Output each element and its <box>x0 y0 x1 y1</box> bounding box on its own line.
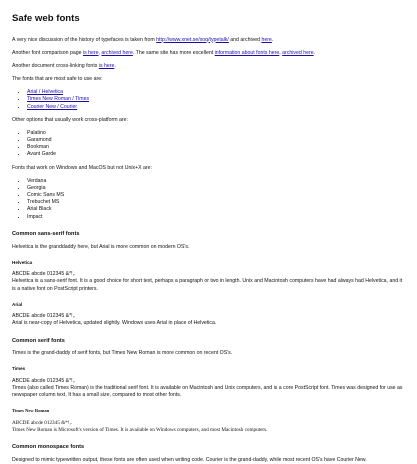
times-description: Times (also called Times Roman) is the traditional serif font. It is available on Macintosh and Unix computers, and is a core PostScript font. Times was designed for use as newspaper column text. It has a small size, compared to most other fonts. <box>12 385 403 399</box>
times-new-roman-description: Times New Roman is Microsoft's version of Times. It is available on Windows computers, and most Macintosh computers. <box>12 427 268 434</box>
intro-text: and archived <box>228 36 262 43</box>
list-item: • Georgia <box>27 185 407 192</box>
serif-intro: Times is the grand-daddy of serif fonts, but Times New Roman is more common on recent OS's. <box>12 350 233 357</box>
times-heading: Times <box>12 366 26 372</box>
intro-paragraph-history <box>12 37 407 44</box>
intro-paragraph-crosslink <box>12 63 407 70</box>
list-item <box>27 96 407 103</box>
page-title: Safe web fonts <box>12 13 80 24</box>
list-item: • Verdana <box>27 178 407 185</box>
typetalk-link[interactable]: http://www.xnet.se/xoq/typetalk/ <box>156 36 229 43</box>
intro-text: . The same site has more excellent <box>132 49 215 56</box>
arial-heading: Arial <box>12 301 23 307</box>
times-new-roman-sample: ABCDE abcde 012345 &*!,. <box>12 419 73 426</box>
win-mac-fonts-lead: Fonts that work on Windows and MacOS but not Unix+X are: <box>12 164 152 171</box>
font-info-archive-link[interactable]: archived here <box>282 49 314 56</box>
helvetica-heading: Helvetica <box>12 259 33 265</box>
list-item: • Trebuchet MS <box>27 199 407 206</box>
comparison-archive-link[interactable]: archived here <box>101 49 133 56</box>
list-item: • Impact <box>27 214 407 221</box>
comparison-link[interactable]: is here <box>82 49 99 56</box>
times-new-roman-block <box>12 420 407 434</box>
list-item <box>27 89 407 96</box>
serif-heading: Common serif fonts <box>12 337 65 344</box>
times-new-roman-heading: Times New Roman <box>12 408 50 414</box>
monospace-intro: Designed to mimic typewritten output, these fonts are often used when writing code. Courier is the grand-daddy, while most recent OS's have Courier New. <box>12 456 367 463</box>
list-item: • Garamond <box>27 137 407 144</box>
helvetica-description: Helvetica is a sans-serif font. It is a good choice for short text, perhaps a paragraph or two in length. Unix and Macintosh computers have had always had Helvetica, and it is a native font on PostScript printers. <box>12 278 403 292</box>
arial-description: Arial is near-copy of Helvetica, updated slightly. Windows uses Arial in place of Helvetica. <box>12 320 217 327</box>
safe-fonts-list <box>12 89 407 111</box>
typetalk-archive-link[interactable]: here <box>261 36 272 43</box>
sans-serif-heading: Common sans-serif fonts <box>12 230 80 237</box>
safe-font-link-courier[interactable]: Courier New / Courier <box>27 103 78 110</box>
crosslink-link[interactable]: is here <box>98 62 115 69</box>
list-item: • Palatino <box>27 130 407 137</box>
times-sample: ABCDE abcde 012345 &*!,. <box>12 377 76 384</box>
intro-text: . <box>313 49 316 56</box>
list-item <box>27 104 407 111</box>
list-item: • Comic Sans MS <box>27 192 407 199</box>
other-fonts-list <box>12 130 407 159</box>
other-fonts-lead: Other options that usually work cross-platform are: <box>12 116 128 123</box>
monospace-heading: Common monospace fonts <box>12 444 85 451</box>
intro-text: . <box>271 36 274 43</box>
intro-text: , <box>98 49 102 56</box>
win-mac-fonts-list <box>12 178 407 221</box>
sans-serif-intro: Helvetica is the granddaddy here, but Arial is more common on modern OS's. <box>12 243 190 250</box>
intro-text: , <box>279 49 283 56</box>
helvetica-sample: ABCDE abcde 012345 &*!,. <box>12 271 76 278</box>
intro-text: A very nice discussion of the history of typefaces is taken from <box>12 36 157 43</box>
arial-sample: ABCDE abcde 012345 &*!,. <box>12 313 76 320</box>
list-item: • Arial Black <box>27 206 407 213</box>
intro-text: . <box>114 62 116 69</box>
safe-font-link-times[interactable]: Times New Roman / Times <box>27 96 90 103</box>
intro-paragraph-comparison <box>12 50 407 57</box>
intro-text: Another font comparison page <box>12 49 83 56</box>
list-item: • Bookman <box>27 144 407 151</box>
font-info-link[interactable]: information about fonts here <box>214 49 280 56</box>
list-item: • Avant Garde <box>27 151 407 158</box>
safe-fonts-lead: The fonts that are most safe to use are: <box>12 76 103 83</box>
intro-text: Another document cross-linking fonts <box>12 62 99 69</box>
safe-font-link-arial[interactable]: Arial / Helvetica <box>27 89 64 96</box>
